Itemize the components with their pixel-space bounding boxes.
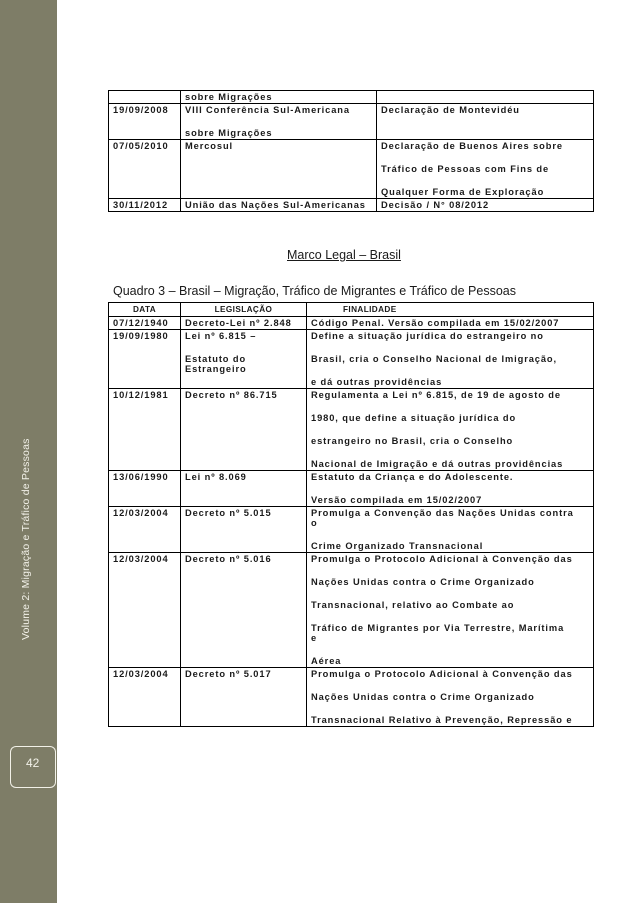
purpose-cell xyxy=(377,91,594,104)
date-cell: 10/12/1981 xyxy=(109,389,181,471)
date-cell: 19/09/1980 xyxy=(109,330,181,389)
legislation-cell xyxy=(181,91,377,104)
text-line: Aérea xyxy=(311,656,342,666)
text-line: Decreto-Lei nº 2.848 xyxy=(185,318,292,328)
text-line: Decreto nº 5.016 xyxy=(185,554,272,564)
table-row xyxy=(109,199,594,212)
text-line: Declaração de Montevidéu xyxy=(381,105,520,115)
text-line: Transnacional Relativo à Prevenção, Repressão e xyxy=(311,715,573,725)
text-line: Promulga o Protocolo Adicional à Convenção das xyxy=(311,554,573,564)
date-cell: 12/03/2004 xyxy=(109,668,181,727)
line-gap xyxy=(311,564,589,577)
purpose-cell xyxy=(377,199,594,212)
legislation-cell xyxy=(181,471,307,507)
table-row xyxy=(109,471,594,507)
table-row xyxy=(109,330,594,389)
text-line: Brasil, cria o Conselho Nacional de Imigração, xyxy=(311,354,557,364)
text-line: Promulga a Convenção das Nações Unidas contra xyxy=(311,508,574,518)
text-line: Nacional de Imigração e dá outras providências xyxy=(311,459,564,469)
line-gap xyxy=(311,482,589,495)
legislation-cell xyxy=(181,668,307,727)
purpose-cell xyxy=(307,668,594,727)
line-gap xyxy=(185,341,302,354)
table-row xyxy=(109,104,594,140)
legislation-cell xyxy=(181,507,307,553)
date-cell: 07/12/1940 xyxy=(109,317,181,330)
text-line: Versão compilada em 15/02/2007 xyxy=(311,495,483,505)
date-cell: 12/03/2004 xyxy=(109,553,181,668)
text-line: Estatuto da Criança e do Adolescente. xyxy=(311,472,514,482)
text-line: Tráfico de Migrantes por Via Terrestre, Marítima xyxy=(311,623,565,633)
text-line: Nações Unidas contra o Crime Organizado xyxy=(311,577,535,587)
text-line: Lei nº 8.069 xyxy=(185,472,247,482)
line-gap xyxy=(311,587,589,600)
date-cell: 07/05/2010 xyxy=(109,140,181,199)
purpose-cell xyxy=(307,389,594,471)
text-line: Nações Unidas contra o Crime Organizado xyxy=(311,692,535,702)
text-line: o xyxy=(311,518,318,528)
legislation-cell xyxy=(181,330,307,389)
line-gap xyxy=(311,423,589,436)
line-gap xyxy=(311,341,589,354)
line-gap xyxy=(311,679,589,692)
text-line: Código Penal. Versão compilada em 15/02/2007 xyxy=(311,318,560,328)
previous-table-continuation xyxy=(108,90,594,212)
table-caption: Quadro 3 – Brasil – Migração, Tráfico de Migrantes e Tráfico de Pessoas xyxy=(113,284,516,298)
text-line: Qualquer Forma de Exploração xyxy=(381,187,545,197)
purpose-cell xyxy=(307,471,594,507)
header-purpose: FINALIDADE xyxy=(307,303,594,317)
text-line: Tráfico de Pessoas com Fins de xyxy=(381,164,550,174)
text-line: 1980, que define a situação jurídica do xyxy=(311,413,517,423)
text-line: sobre Migrações xyxy=(185,128,273,138)
date-cell: 19/09/2008 xyxy=(109,104,181,140)
legislation-cell xyxy=(181,199,377,212)
line-gap xyxy=(381,174,589,187)
header-legislation: LEGISLAÇÃO xyxy=(181,303,307,317)
text-line: Transnacional, relativo ao Combate ao xyxy=(311,600,515,610)
line-gap xyxy=(381,151,589,164)
line-gap xyxy=(311,610,589,623)
line-gap xyxy=(311,702,589,715)
text-line: Promulga o Protocolo Adicional à Convenção das xyxy=(311,669,573,679)
text-line: Crime Organizado Transnacional xyxy=(311,541,484,551)
legislation-cell xyxy=(181,104,377,140)
date-cell xyxy=(109,91,181,104)
text-line: Estatuto do xyxy=(185,354,247,364)
table-row xyxy=(109,668,594,727)
text-line: Lei nº 6.815 – xyxy=(185,331,257,341)
line-gap xyxy=(311,400,589,413)
table-row xyxy=(109,91,594,104)
section-heading: Marco Legal – Brasil xyxy=(287,248,401,262)
text-line: e xyxy=(311,633,318,643)
purpose-cell xyxy=(307,507,594,553)
date-cell: 12/03/2004 xyxy=(109,507,181,553)
text-line: Mercosul xyxy=(185,141,234,151)
text-line: Decreto nº 5.015 xyxy=(185,508,272,518)
date-cell: 13/06/1990 xyxy=(109,471,181,507)
text-line: Define a situação jurídica do estrangeiro no xyxy=(311,331,544,341)
table-row xyxy=(109,317,594,330)
legislation-cell xyxy=(181,553,307,668)
text-line: Decreto nº 5.017 xyxy=(185,669,272,679)
text-line: estrangeiro no Brasil, cria o Conselho xyxy=(311,436,514,446)
table-row xyxy=(109,140,594,199)
text-line: Decisão / N° 08/2012 xyxy=(381,200,490,210)
purpose-cell xyxy=(307,330,594,389)
line-gap xyxy=(311,643,589,656)
line-gap xyxy=(311,528,589,541)
line-gap xyxy=(185,115,372,128)
page-number: 42 xyxy=(26,756,40,770)
text-line: VIII Conferência Sul-Americana xyxy=(185,105,350,115)
table-row xyxy=(109,507,594,553)
purpose-cell xyxy=(377,104,594,140)
legislation-table xyxy=(108,302,594,727)
volume-title: Volume 2: Migração e Tráfico de Pessoas xyxy=(20,438,32,640)
line-gap xyxy=(311,446,589,459)
text-line: Estrangeiro xyxy=(185,364,247,374)
legislation-cell xyxy=(181,389,307,471)
date-cell: 30/11/2012 xyxy=(109,199,181,212)
text-line: Regulamenta a Lei nº 6.815, de 19 de agosto de xyxy=(311,390,561,400)
text-line: sobre Migrações xyxy=(185,92,273,102)
header-date: DATA xyxy=(109,303,181,317)
text-line: e dá outras providências xyxy=(311,377,443,387)
legislation-cell xyxy=(181,140,377,199)
purpose-cell xyxy=(307,553,594,668)
table-header-row xyxy=(109,303,594,317)
legislation-cell xyxy=(181,317,307,330)
text-line: União das Nações Sul-Americanas xyxy=(185,200,366,210)
purpose-cell xyxy=(307,317,594,330)
table-row xyxy=(109,389,594,471)
text-line: Declaração de Buenos Aires sobre xyxy=(381,141,563,151)
purpose-cell xyxy=(377,140,594,199)
line-gap xyxy=(311,364,589,377)
table-row xyxy=(109,553,594,668)
text-line: Decreto nº 86.715 xyxy=(185,390,278,400)
